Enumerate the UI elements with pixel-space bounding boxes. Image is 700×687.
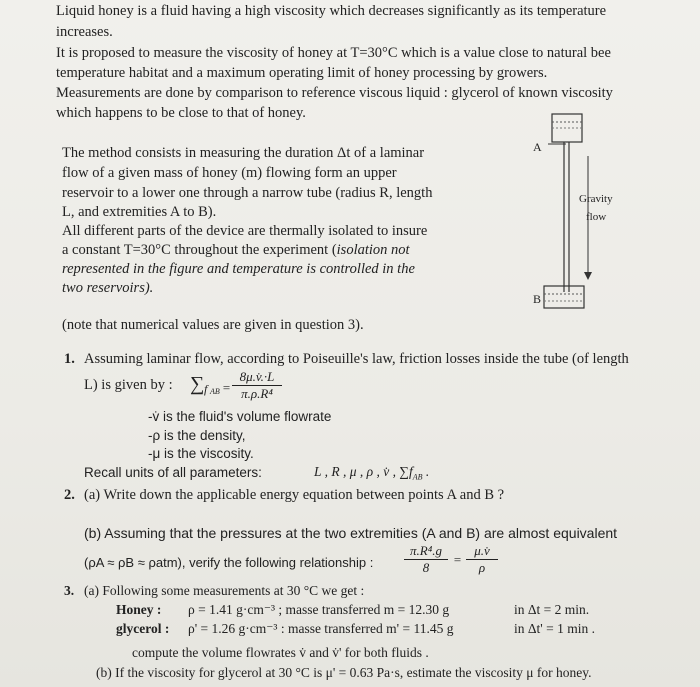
q3-honey-data: ρ = 1.41 g·cm⁻³ ; masse transferred m = 12.30 g (188, 602, 450, 617)
q1-numerator: 8μ.v̇.·L (239, 369, 275, 384)
q1-params-end: . (422, 464, 430, 479)
q2-equals: = (453, 552, 462, 567)
method-line-4: L, and extremities A to B). (62, 204, 217, 220)
method-line-7: represented in the figure and temperature is controlled in the (62, 261, 415, 277)
method-line-6b: isolation not (336, 242, 410, 258)
q2-rhs-denominator: ρ (478, 560, 486, 575)
q3-honey-time: in Δt = 2 min. (514, 602, 590, 617)
intro-line-3: It is proposed to measure the viscosity of honey at T=30°C which is a value close to natural bee (56, 45, 611, 61)
q1-fraction (232, 370, 282, 401)
point-a-label: A (533, 140, 542, 154)
q3-compute: compute the volume flowrates v̇ and v̇' for both fluids . (132, 645, 429, 660)
q3-honey-label: Honey : (116, 602, 162, 617)
q2-part-b-line-1: (b) Assuming that the pressures at the two extremities (A and B) are almost equivalent (84, 525, 618, 541)
method-line-8: two reservoirs). (62, 280, 154, 296)
method-line-6a: a constant T=30°C throughout the experiment ( (62, 242, 337, 258)
method-line-2: flow of a given mass of honey (m) flowing form an upper (62, 165, 397, 181)
q2-lhs-denominator: 8 (422, 560, 430, 575)
flow-label: flow (586, 211, 607, 223)
point-b-label: B (533, 292, 542, 306)
q3-part-a: (a) Following some measurements at 30 °C we get : (84, 583, 365, 598)
gravity-label: Gravity (579, 193, 613, 205)
q1-params (314, 465, 429, 482)
q2-rhs-numerator: μ.v̇ (474, 543, 490, 558)
q2-rhs-fraction (466, 544, 498, 575)
method-line-1: The method consists in measuring the duration Δt of a laminar (62, 145, 425, 161)
gravity-arrow-head (584, 272, 592, 280)
q1-params-sub: AB (412, 472, 423, 482)
q1-sum-symbol: ∑ (190, 373, 205, 395)
q1-line-2: L) is given by : (84, 377, 173, 393)
intro-line-2: increases. (56, 24, 113, 40)
q3-glycerol-data: ρ' = 1.26 g·cm⁻³ : masse transferred m' = 11.45 g (188, 621, 454, 636)
q2-number: 2. (64, 487, 75, 503)
q1-bullet-1: -v̇ is the fluid's volume flowrate (148, 409, 332, 424)
method-line-5: All different parts of the device are thermally isolated to insure (62, 223, 428, 239)
q3-part-b: (b) If the viscosity for glycerol at 30 °C is μ' = 0.63 Pa·s, estimate the viscosity μ for honey. (96, 665, 592, 680)
q1-line-1: Assuming laminar flow, according to Poiseuille's law, friction losses inside the tube (of length (84, 351, 629, 367)
intro-line-6: which happens to be close to that of honey. (56, 105, 306, 121)
intro-line-1: Liquid honey is a fluid having a high viscosity which decreases significantly as its temperature (56, 3, 607, 19)
q1-equals: = (222, 380, 231, 395)
q1-denominator: π.ρ.R⁴ (241, 386, 273, 401)
q2-part-b-line-2: (ρA ≈ ρB ≈ ρatm), verify the following relationship : (84, 555, 374, 570)
intro-line-4: temperature habitat and a maximum operating limit of honey processing by growers. (56, 65, 548, 81)
q1-recall: Recall units of all parameters: (84, 465, 262, 480)
intro-line-5: Measurements are done by comparison to reference viscous liquid : glycerol of known viscosity (56, 85, 613, 101)
q2-lhs-numerator: π.R⁴.g (410, 543, 442, 558)
method-line-6 (62, 243, 410, 258)
q1-params-list: L , R , μ , ρ , v̇ , ∑f (314, 464, 413, 479)
q3-glycerol-time: in Δt' = 1 min . (514, 621, 595, 636)
q1-number: 1. (64, 351, 75, 367)
q1-bullet-3: -μ is the viscosity. (148, 446, 254, 461)
q2-part-a: (a) Write down the applicable energy equation between points A and B ? (84, 487, 505, 503)
q2-lhs-fraction (404, 544, 448, 575)
method-note: (note that numerical values are given in question 3). (62, 317, 364, 333)
q1-bullet-2: -ρ is the density, (148, 428, 246, 443)
method-line-3: reservoir to a lower one through a narrow tube (radius R, length (62, 185, 433, 201)
q1-sum-f: f (204, 382, 208, 396)
q3-number: 3. (64, 583, 75, 598)
q1-sum-ab: AB (210, 387, 220, 396)
q3-glycerol-label: glycerol : (116, 621, 170, 636)
